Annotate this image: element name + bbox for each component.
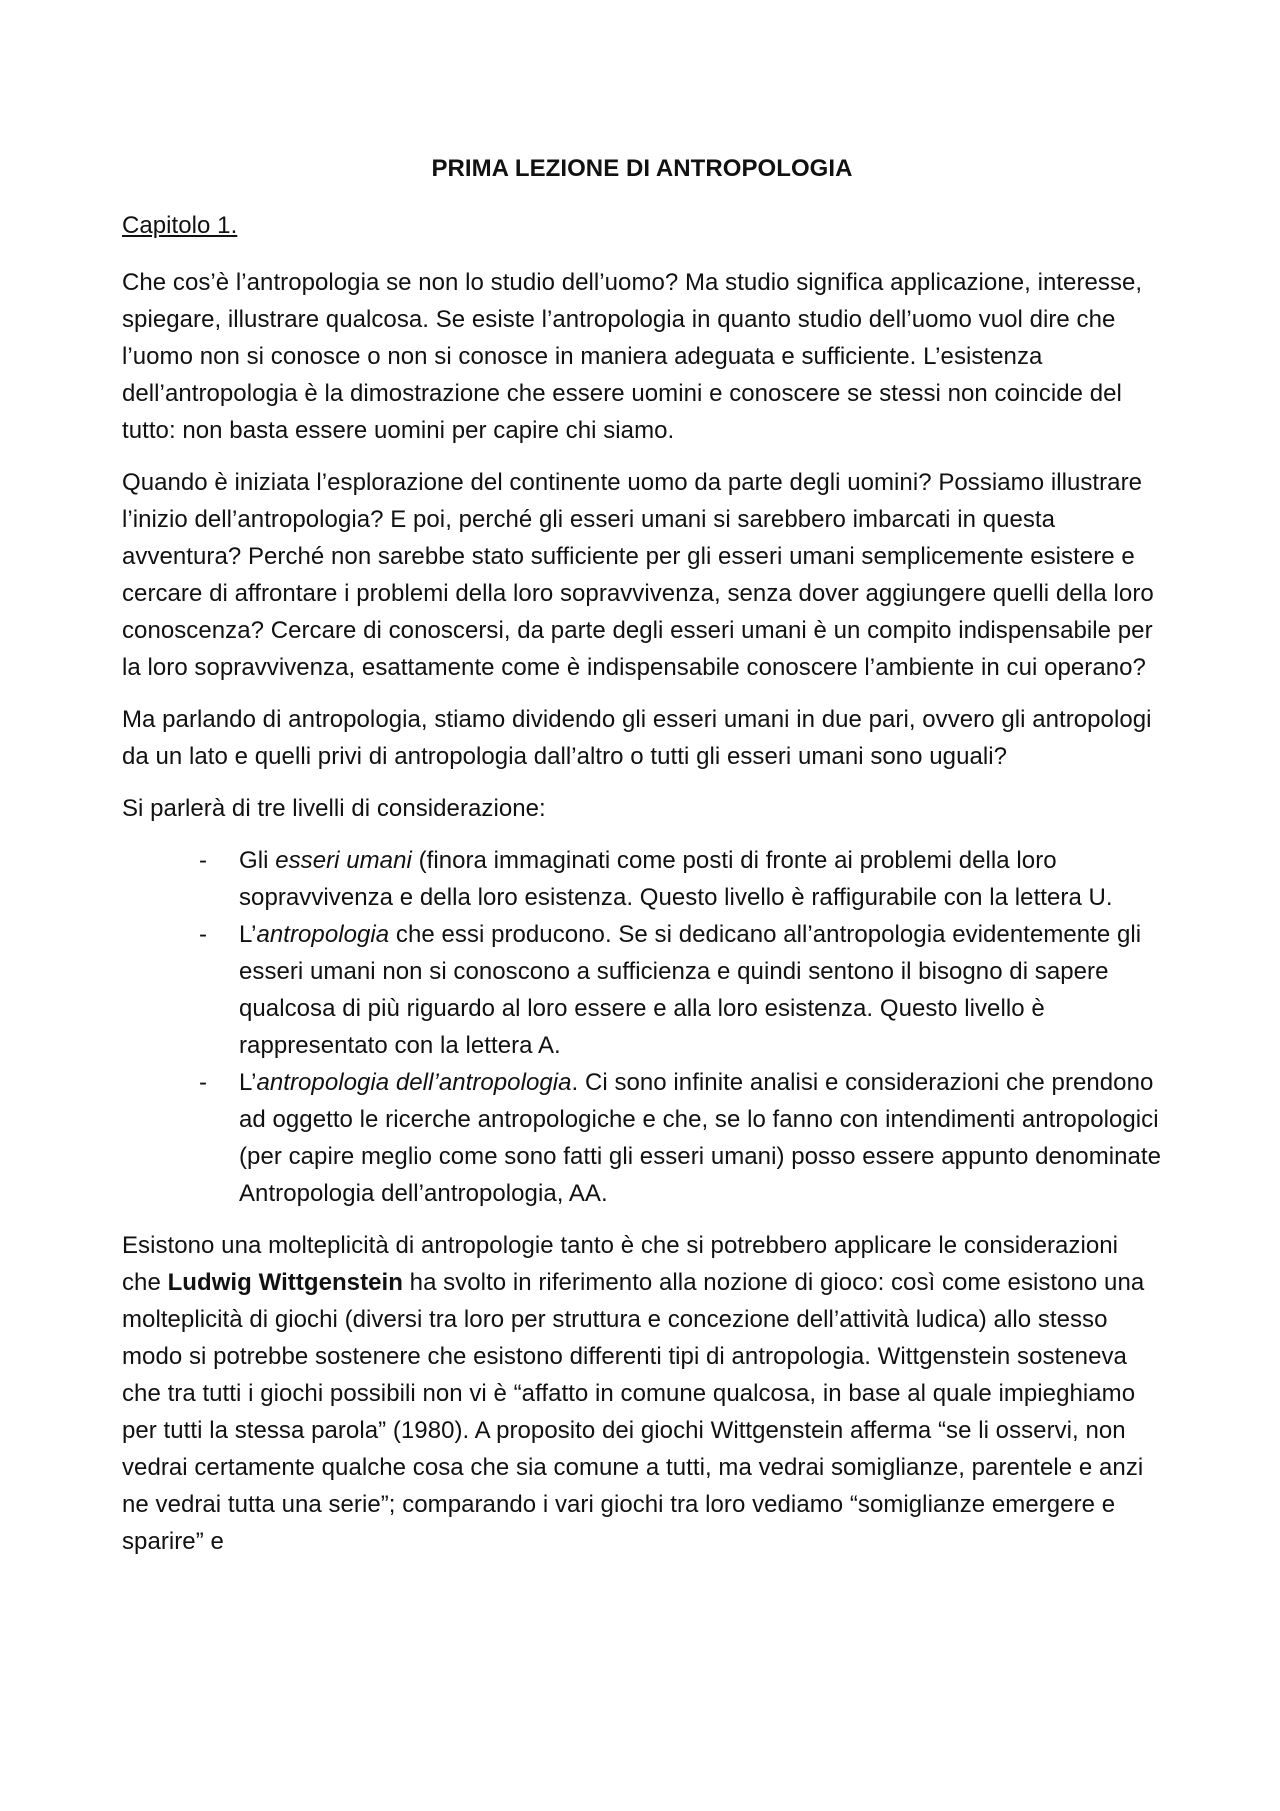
paragraph-3: Ma parlando di antropologia, stiamo dividendo gli esseri umani in due pari, ovvero gli antropologi da un lato e quelli privi di antropologia dall’altro o tutti gli esseri umani sono uguali?: [122, 706, 1152, 770]
list-item-text: (finora immaginati come posti di fronte ai problemi della loro sopravvivenza e della loro esistenza. Questo livello è raffigurabile con la lettera U.: [239, 847, 1113, 911]
list-item: [122, 1064, 1162, 1212]
paragraph-1: Che cos’è l’antropologia se non lo studio dell’uomo? Ma studio significa applicazione, interesse, spiegare, illustrare qualcosa. Se esiste l’antropologia in quanto studio dell’uomo vuol dire che l’uomo non si conosce o non si conosce in maniera adeguata e sufficiente. L’esistenza dell’antropologia è la dimostrazione che essere uomini e conoscere se stessi non coincide del tutto: non basta essere uomini per capire chi siamo.: [122, 269, 1143, 444]
list-item-prefix: Gli: [239, 847, 276, 874]
author-name: Ludwig Wittgenstein: [167, 1269, 403, 1296]
list-item-emphasis: antropologia: [256, 921, 390, 948]
chapter-heading: Capitolo 1.: [122, 212, 238, 239]
paragraph-5: [122, 1227, 1162, 1560]
list-dash: -: [199, 847, 208, 874]
list-item-prefix: L’: [239, 921, 257, 948]
paragraph-5-rest: ha svolto in riferimento alla nozione di gioco: così come esistono una molteplicità di giochi (diversi tra loro per struttura e concezione dell’attività ludica) allo stesso modo si potrebbe sostenere che esistono differenti tipi di antropologia. Wittgenstein sosteneva che tra tutti i giochi possibili non vi è “affatto in comune qualcosa, in base al quale impieghiamo per tutti la stessa parola” (1980). A proposito dei giochi Wittgenstein afferma “se li osservi, non vedrai certamente qualche cosa che sia comune a tutti, ma vedrai somiglianze, parentele e anzi ne vedrai tutta una serie”; comparando i vari giochi tra loro vediamo “somiglianze emergere e sparire” e: [122, 1269, 1145, 1555]
list-item-emphasis: esseri umani: [275, 847, 412, 874]
list-item-prefix: L’: [239, 1069, 257, 1096]
list-dash: -: [199, 1069, 208, 1096]
paragraph-4: Si parlerà di tre livelli di considerazione:: [122, 795, 546, 822]
document-body: [122, 150, 1162, 1560]
document-title: PRIMA LEZIONE DI ANTROPOLOGIA: [431, 155, 853, 182]
paragraph-2: Quando è iniziata l’esplorazione del continente uomo da parte degli uomini? Possiamo illustrare l’inizio dell’antropologia? E poi, perché gli esseri umani si sarebbero imbarcati in questa avventura? Perché non sarebbe stato sufficiente per gli esseri umani semplicemente esistere e cercare di affrontare i problemi della loro sopravvivenza, senza dover aggiungere quelli della loro conoscenza? Cercare di conoscersi, da parte degli esseri umani è un compito indispensabile per la loro sopravvivenza, esattamente come è indispensabile conoscere l’ambiente in cui operano?: [122, 469, 1154, 681]
list-dash: -: [199, 921, 208, 948]
list-item: [122, 916, 1162, 1064]
levels-list: [122, 842, 1162, 1212]
list-item-emphasis: antropologia dell’antropologia: [256, 1069, 572, 1096]
paragraph-5-start: Esistono una molteplicità di antropologie tanto è che si potrebbero applicare le considerazioni che: [122, 1232, 1119, 1296]
list-item-text: . Ci sono infinite analisi e considerazioni che prendono ad oggetto le ricerche antropologiche e che, se lo fanno con intendimenti antropologici (per capire meglio come sono fatti gli esseri umani) posso essere appunto denominate Antropologia dell’antropologia, AA.: [239, 1069, 1162, 1207]
list-item-text: che essi producono. Se si dedicano all’antropologia evidentemente gli esseri umani non si conoscono a sufficienza e quindi sentono il bisogno di sapere qualcosa di più riguardo al loro essere e alla loro esistenza. Questo livello è rappresentato con la lettera A.: [239, 921, 1142, 1059]
list-item: [122, 842, 1162, 916]
